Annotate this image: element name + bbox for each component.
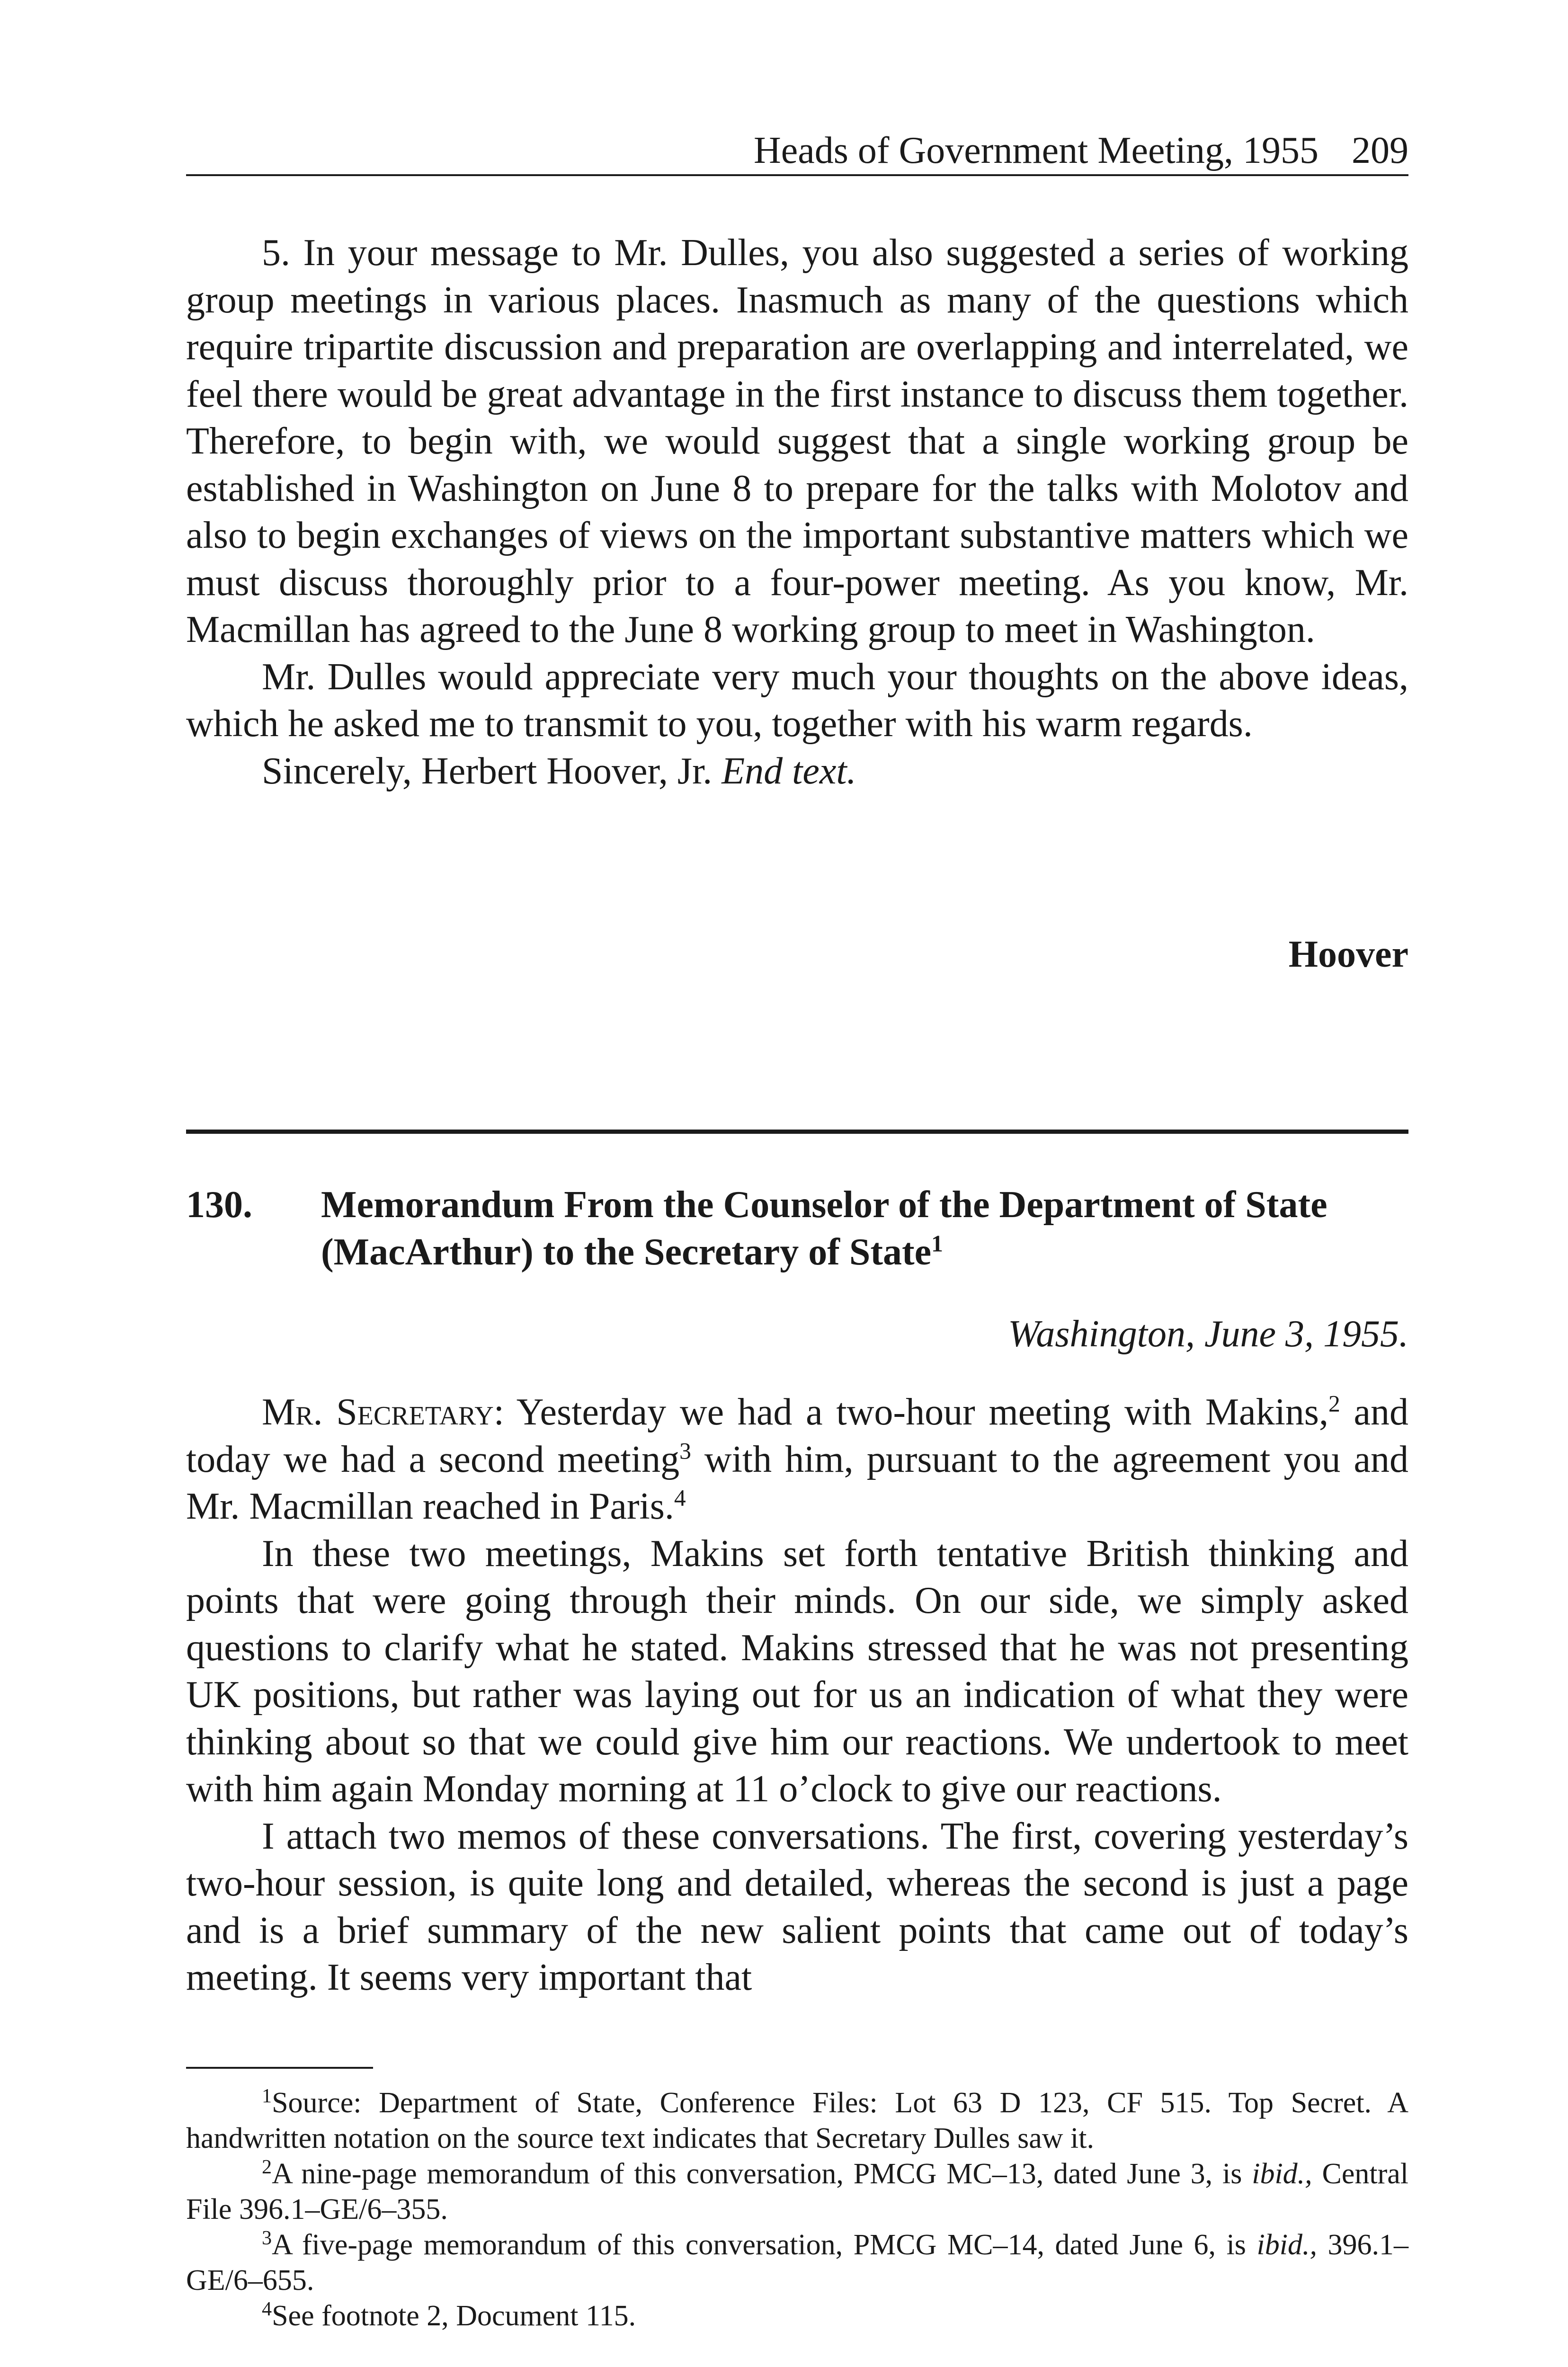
footnotes — [186, 2085, 1408, 2334]
footnote-1 — [186, 2085, 1408, 2156]
letter-paragraph-regards: Mr. Dulles would appreciate very much your thoughts on the above ideas, which he asked me to transmit to you, together with his warm regards. — [186, 656, 1408, 745]
letter-paragraph-5: 5. In your message to Mr. Dulles, you also suggested a series of working group meetings in various places. Inasmuch as many of the questions which require tripartite discussion and preparation are overlapping and interrelated, we feel there would be great advantage in the first instance to discuss them together. Therefore, to begin with, we would suggest that a single working group be established in Washington on June 8 to prepare for the talks with Molotov and also to begin exchanges of views on the important substantive matters which we must discuss thoroughly prior to a four-power meeting. As you know, Mr. Macmillan has agreed to the June 8 working group to meet in Washington. — [186, 232, 1408, 650]
memo-body — [186, 1389, 1408, 2002]
footnote-2-number: 2 — [262, 2155, 272, 2178]
footnote-1-number: 1 — [262, 2084, 272, 2107]
footnote-1-text: Source: Department of State, Conference Files: Lot 63 D 123, CF 515. Top Secret. A handwritten notation on the source text indicates that Secretary Dulles saw it. — [186, 2087, 1408, 2154]
memo-p1-c: with him, pursuant to the agreement you and Mr. Macmillan reached in Paris. — [186, 1438, 1409, 1527]
document-number: 130. — [186, 1184, 252, 1226]
document-heading — [186, 1181, 1408, 1276]
footnote-2-ibid: ibid., — [1252, 2158, 1312, 2190]
page-number: 209 — [1352, 130, 1408, 171]
signoff-hoover: Hoover — [1288, 934, 1408, 975]
footnote-3-number: 3 — [262, 2226, 272, 2249]
footnote-ref-2: 2 — [1328, 1390, 1340, 1417]
memo-p1-b: and today we had a second meeting — [186, 1391, 1409, 1480]
end-text-marker: End text. — [722, 750, 856, 792]
footnote-3-ibid: ibid., — [1256, 2229, 1317, 2261]
footnote-ref-1: 1 — [931, 1230, 943, 1257]
footnote-3 — [186, 2227, 1408, 2298]
footnote-ref-3: 3 — [679, 1438, 691, 1464]
memo-p1-a: Yesterday we had a two-hour meeting with Makins, — [516, 1391, 1328, 1433]
running-head — [186, 124, 1408, 176]
running-head-title: Heads of Government Meeting, 1955 — [753, 130, 1319, 171]
footnote-4 — [186, 2298, 1408, 2334]
document-title: Memorandum From the Counselor of the Department of State (MacArthur) to the Secretary of State — [321, 1184, 1327, 1273]
footnote-rule — [186, 2067, 373, 2069]
footnote-2 — [186, 2156, 1408, 2227]
letter-body — [186, 230, 1408, 795]
dateline: Washington, June 3, 1955. — [1008, 1313, 1408, 1355]
document-title-wrap — [321, 1181, 1408, 1276]
salutation: Mr. Secretary: — [262, 1391, 504, 1433]
footnote-3-text: A five-page memorandum of this conversation, PMCG MC–14, dated June 6, is — [272, 2229, 1246, 2261]
footnote-4-text: See footnote 2, Document 115. — [272, 2300, 636, 2332]
footnote-ref-4: 4 — [674, 1485, 686, 1511]
footnote-2-rest: Central File 396.1–GE/6–355. — [186, 2158, 1408, 2225]
memo-paragraph-3: I attach two memos of these conversations. The first, covering yesterday’s two-hour session, is quite long and detailed, whereas the second is just a page and is a brief summary of the new salient points that came out of today’s meeting. It seems very important that — [186, 1815, 1408, 1998]
footnote-4-number: 4 — [262, 2297, 272, 2320]
memo-paragraph-2: In these two meetings, Makins set forth tentative British thinking and points that were going through their minds. On our side, we simply asked questions to clarify what he stated. Makins stressed that he was not presenting UK positions, but rather was laying out for us an indication of what they were thinking about so that we could give him our reactions. We undertook to meet with him again Monday morning at 11 o’clock to give our reactions. — [186, 1532, 1408, 1810]
footnote-3-rest: 396.1–GE/6–655. — [186, 2229, 1409, 2296]
document-divider — [186, 1130, 1408, 1134]
footnote-2-text: A nine-page memorandum of this conversation, PMCG MC–13, dated June 3, is — [272, 2158, 1242, 2190]
letter-closing: Sincerely, Herbert Hoover, Jr. — [262, 750, 713, 792]
memo-paragraph-1 — [186, 1389, 1408, 1531]
letter-closing-line — [186, 748, 1408, 795]
